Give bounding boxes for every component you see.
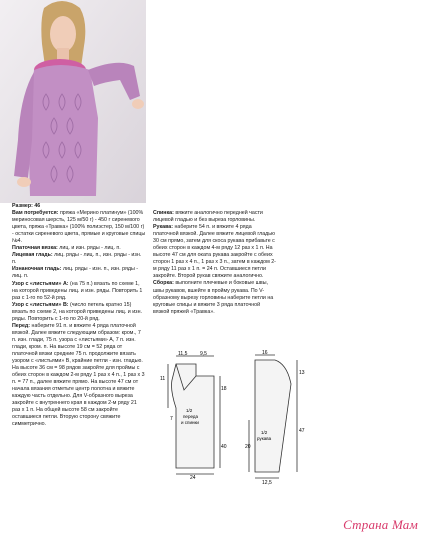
sleeve-schematic — [245, 350, 315, 490]
sleeve-label-line-2: рукава — [257, 436, 272, 441]
technique-leaf-pattern-b: Узор с «листьями» В: (число петель кратно 15) вязать по схеме 2, на которой приведены лиц. и изн. ряды. Повторить с 1-го по 20-й ряд. — [12, 301, 142, 322]
technique-stockinette: Лицевая гладь: лиц. ряды - лиц. п., изн. ряды - изн. п. — [12, 252, 142, 266]
back-instructions: Спинка: вяжите аналогично передней части лицевой гладью и без выреза горловины. — [153, 210, 263, 224]
technique-flat-knit: Платочная вязка: лиц. и изн. ряды - лиц. п. — [12, 245, 121, 252]
left-instructions — [12, 203, 146, 429]
materials-paragraph: Вам потребуется: пряжа «Мерино платинум» (100% мериносовая шерсть, 125 м/50 г) - 450 г сиреневого цвета, пряжа «Травка» (100% полиэстер, 150 м/100 г) - остатки сиреневого цвета, прямые и круговые спицы №4. — [12, 210, 146, 245]
sleeve-right-mid: 47 — [299, 428, 305, 434]
right-instructions — [153, 210, 277, 316]
sleeve-schematic-drawing — [245, 350, 315, 485]
body-side-left: 11 — [160, 376, 166, 382]
model-photo — [0, 0, 146, 203]
body-schematic-drawing — [150, 350, 225, 480]
sleeve-left-mid: 20 — [245, 444, 251, 450]
sleeve-bottom: 12,5 — [262, 480, 272, 486]
watermark: Страна Мам — [343, 517, 418, 532]
sleeve-instructions: Рукава: наберите 54 п. и вяжите 4 ряда платочной вязкой. Далее вяжите лицевой гладью 30 см прямо, затем для скоса рукава прибавьте с обеих сторон в каждом 4-м ряду 12 раз х 1 п. На высоте 47 см для оката рукава закройте с обеих сторон 1 раз х 4 п., 1 раз х 3 п., затем в каждом 2-м ряду 11 раз х 1 п. = 24 п. Оставшиеся петли закройте. Второй рукав свяжите аналогично. — [153, 224, 276, 280]
body-schematic — [150, 350, 225, 485]
sleeve-top: 16 — [262, 350, 268, 356]
body-height: 40 — [221, 444, 227, 450]
body-mid-left: 7 — [170, 416, 173, 422]
technique-leaf-pattern-a: Узор с «листьями» А: (на 75 п.) вязать по схеме 1, на которой приведены лиц. и изн. ряды. Повторить 1 раз с 1-го по 52-й ряд. — [12, 280, 143, 301]
front-instructions: Перед: наберите 91 п. и вяжите 4 ряда платочной вязкой. Далее вяжите следующим образом: кром., 7 п. изн. глади, 75 п. узора с «листьями» А, 7 п. изн. глади, кром. п. На высоте 19 см = 52 ряда от платочной вязки средние 75 п. продолжите вязать узором с «листьями» В, крайние петли - изн. гладью. На высоте 36 см = 98 рядов закройте для проймы с обеих сторон в каждом 2-м ряду 1 раз х 4 п., 1 раз х 3 п. = 77 п., далее вяжите прямо. На высоте 47 см от начала вязания отметьте центр полотна и вяжите каждую часть отдельно. Для V-образного выреза закройте с внутреннего края в каждом 2-м ряду 21 раз х 1 п. На общей высоте 58 см закройте оставшиеся петли. Вторую сторону свяжите симметрично. — [12, 322, 145, 428]
body-label-line-1: 1/2 — [186, 408, 193, 413]
technique-reverse-stockinette: Изнаночная гладь: лиц. ряды - изн. п., изн. ряды - лиц. п. — [12, 266, 139, 280]
model-photo-illustration — [0, 0, 146, 203]
size-line: Размер: 46 — [12, 203, 41, 209]
body-side-right: 18 — [221, 386, 227, 392]
body-label-line-2: переда — [183, 414, 198, 419]
body-top-width-right: 9,5 — [200, 351, 207, 357]
sleeve-label-line-1: 1/2 — [261, 430, 268, 435]
body-label-line-3: и спинки — [181, 420, 199, 425]
sleeve-right-top: 13 — [299, 370, 305, 376]
body-bottom: 24 — [190, 475, 196, 481]
body-top-width-left: 11,5 — [178, 351, 188, 357]
assembly-instructions: Сборка: выполните плечевые и боковые швы, швы рукавов, вшейте в пройму рукава. По V-образному вырезу горловины наберите петли на круговые спицы и вяжите 3 ряда платочной вязкой пряжей «Травка». — [153, 280, 274, 315]
